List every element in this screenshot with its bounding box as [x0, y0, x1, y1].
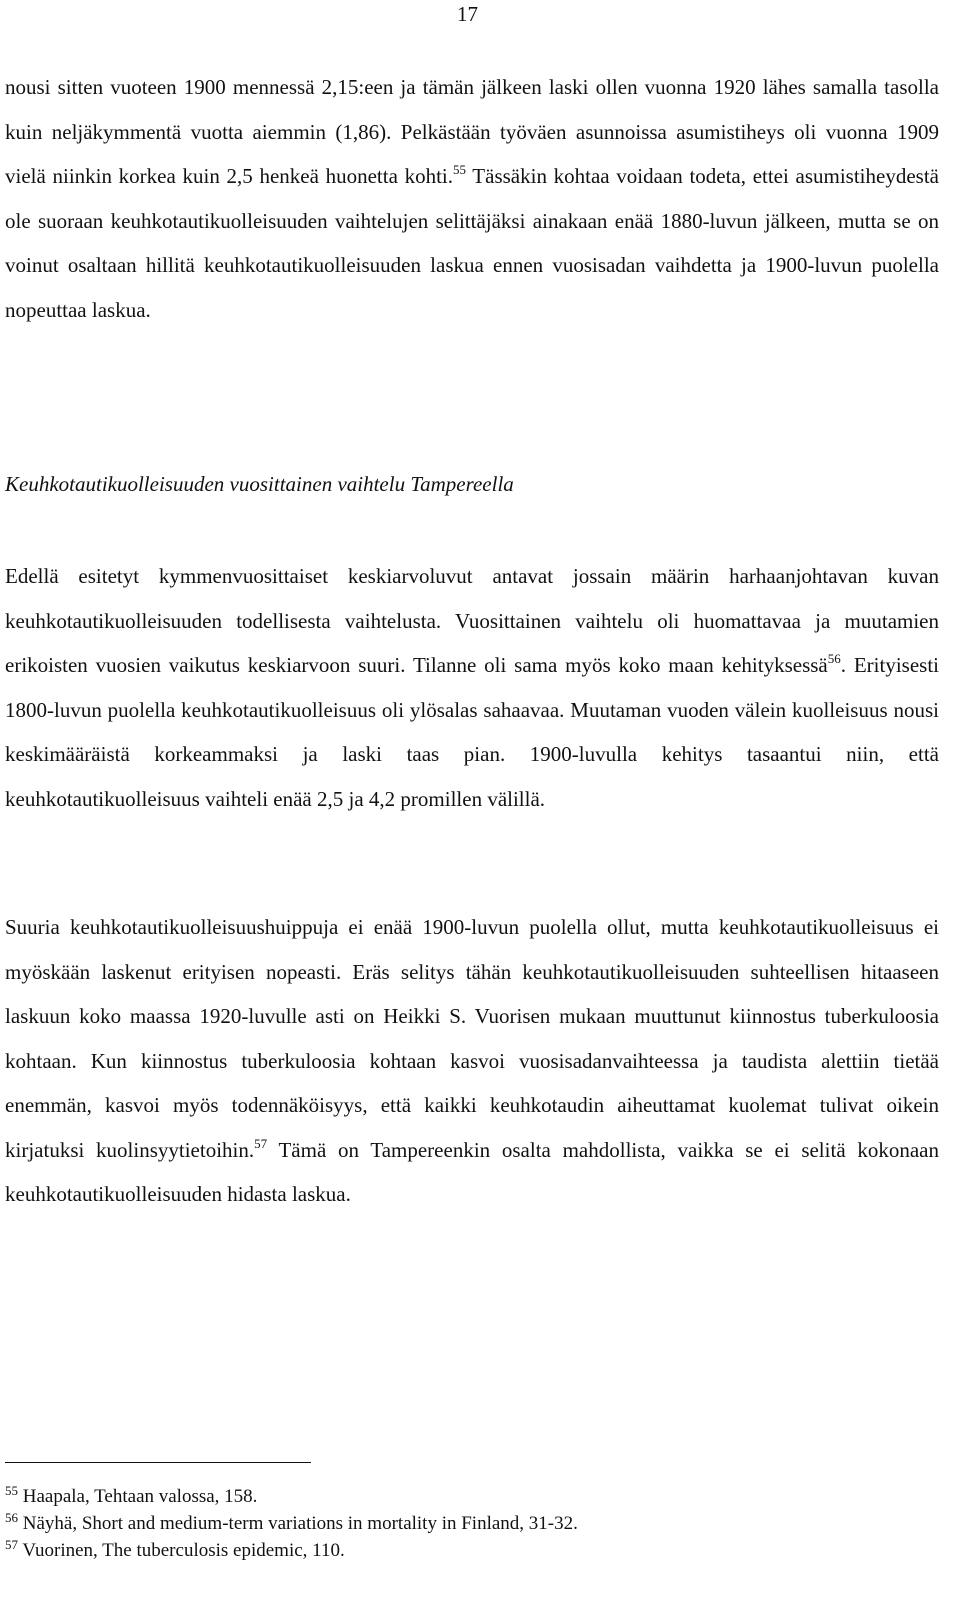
body-paragraph-3: [5, 905, 939, 1217]
footnote-number: 56: [5, 1510, 18, 1525]
paragraph-text: Tämä on Tampereenkin osalta mahdollista, vaikka se ei selitä kokonaan keuhkotautikuolleisuuden hidasta laskua.: [5, 1137, 939, 1206]
body-paragraph-2: [5, 554, 939, 821]
footnote-divider: [5, 1462, 311, 1463]
paragraph-text: Suuria keuhkotautikuolleisuushuippuja ei enää 1900-luvun puolella ollut, mutta keuhkotautikuolleisuus ei myöskään laskenut erityisen nopeasti. Eräs selitys tähän keuhkotautikuolleisuuden suhteellisen hitaaseen laskuun koko maassa 1920-luvulle asti on Heikki S. Vuorisen mukaan muuttunut kiinnostus tuberkuloosia kohtaan. Kun kiinnostus tuberkuloosia kohtaan kasvoi vuosisadanvaihteessa ja taudista alettiin tietää enemmän, kasvoi myös todennäköisyys, että kaikki keuhkotaudin aiheuttamat kuolemat tulivat oikein kirjatuksi kuolinsyytietoihin.: [5, 915, 939, 1162]
footnote-reference[interactable]: 55: [453, 162, 466, 177]
footnote-text: Haapala, Tehtaan valossa, 158.: [18, 1486, 258, 1507]
footnote-number: 55: [5, 1483, 18, 1498]
footnote-item: [5, 1510, 925, 1537]
footnote-reference[interactable]: 56: [827, 651, 841, 666]
paragraph-text: Tässäkin kohtaa voidaan todeta, ettei asumistiheydestä ole suoraan keuhkotautikuolleisuuden vaihtelujen selittäjäksi ainakaan enää 1880-luvun jälkeen, mutta se on voinut osaltaan hillitä keuhkotautikuolleisuuden laskua ennen vuosisadan vaihdetta ja 1900-luvun puolella nopeuttaa laskua.: [5, 164, 939, 322]
footnote-item: [5, 1537, 925, 1564]
footnote-number: 57: [5, 1537, 18, 1552]
footnote-text: Näyhä, Short and medium-term variations in mortality in Finland, 31-32.: [18, 1513, 578, 1534]
footnote-reference[interactable]: 57: [254, 1135, 268, 1151]
page-number: 17: [457, 2, 478, 26]
footnote-item: [5, 1483, 925, 1510]
paragraph-text: . Erityisesti 1800-luvun puolella keuhkotautikuolleisuus oli ylösalas sahaavaa. Muutaman vuoden välein kuolleisuus nousi keskimääräistä korkeammaksi ja laski taas pian. 1900-luvulla kehitys tasaantui niin, että keuhkotautikuolleisuus vaihteli enää 2,5 ja 4,2 promillen välillä.: [5, 653, 939, 811]
paragraph-text: nousi sitten vuoteen 1900 mennessä 2,15:een ja tämän jälkeen laski ollen vuonna 1920 lähes samalla tasolla kuin neljäkymmentä vuotta aiemmin (1,86). Pelkästään työväen asunnoissa asumistiheys oli vuonna 1909 vielä niinkin korkea kuin 2,5 henkeä huonetta kohti.: [5, 75, 939, 188]
paragraph-text: Edellä esitetyt kymmenvuosittaiset keskiarvoluvut antavat jossain määrin harhaanjohtavan kuvan keuhkotautikuolleisuuden todellisesta vaihtelusta. Vuosittainen vaihtelu oli huomattavaa ja muutamien erikoisten vuosien vaikutus keskiarvoon suuri. Tilanne oli sama myös koko maan kehityksessä: [5, 564, 939, 677]
body-paragraph-1: [5, 65, 939, 332]
footnotes: [5, 1483, 925, 1564]
section-heading: Keuhkotautikuolleisuuden vuosittainen vaihtelu Tampereella: [5, 472, 514, 496]
footnote-text: Vuorinen, The tuberculosis epidemic, 110.: [18, 1540, 345, 1561]
